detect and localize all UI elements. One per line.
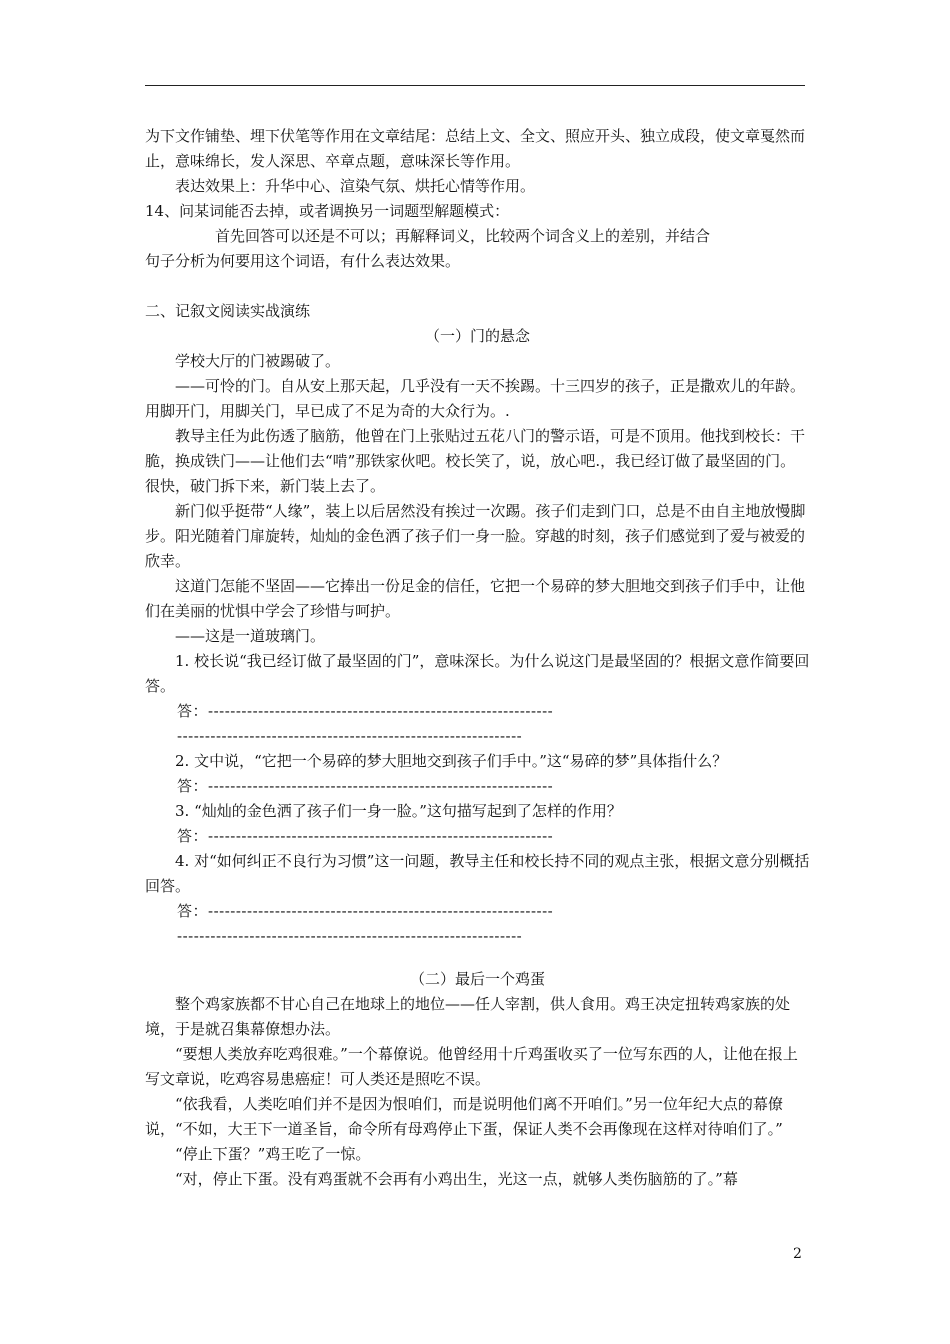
paragraph: 教导主任为此伤透了脑筋，他曾在门上张贴过五花八门的警示语，可是不顶用。他找到校长：干脆，换成铁门——让他们去“啃”那铁家伙吧。校长笑了，说，放心吧.，我已经订做了最坚固的门。很快，破门拆下来，新门装上去了。 [145,427,806,495]
paragraph: ——这是一道玻璃门。 [175,627,326,645]
question: 4. 对“如何纠正不良行为习惯”这一问题，教导主任和校长持不同的观点主张，根据文意分别概括回答。 [145,852,810,895]
question: 2. 文中说，“它把一个易碎的梦大胆地交到孩子们手中。”这“易碎的梦”具体指什么？ [175,752,728,770]
paragraph: 学校大厅的门被踢破了。 [175,352,341,370]
page-number: 2 [793,1246,802,1262]
answer-line[interactable]: 答：-------------------------------------------------------------- [177,702,554,720]
story-title: （一）门的悬念 [424,327,530,345]
paragraph: 表达效果上：升华中心、渲染气氛、烘托心情等作用。 [175,177,536,195]
paragraph: 为下文作铺垫、埋下伏笔等作用在文章结尾：总结上文、全文、照应开头、独立成段，使文章戛然而止，意味绵长，发人深思、卒章点题，意味深长等作用。 [145,127,806,170]
header-rule [145,85,805,86]
paragraph: “对，停止下蛋。没有鸡蛋就不会再有小鸡出生，光这一点，就够人类伤脑筋的了。”幕 [175,1170,738,1188]
paragraph: “依我看，人类吃咱们并不是因为恨咱们，而是说明他们离不开咱们。”另一位年纪大点的幕僚说，“不如，大王下一道圣旨，命令所有母鸡停止下蛋，保证人类不会再像现在这样对待咱们了。” [145,1095,783,1138]
paragraph: 首先回答可以还是不可以；再解释词义，比较两个词含义上的差别，并结合 [215,227,711,245]
answer-line[interactable]: -------------------------------------------------------------- [177,927,523,945]
item-14-title: 14、问某词能否去掉，或者调换另一词题型解题模式： [145,202,510,220]
question: 3. “灿灿的金色洒了孩子们一身一脸。”这句描写起到了怎样的作用？ [175,802,622,820]
paragraph: “停止下蛋？”鸡王吃了一惊。 [175,1145,371,1163]
document-body [145,124,810,1192]
paragraph: “要想人类放弃吃鸡很难。”一个幕僚说。他曾经用十斤鸡蛋收买了一位写东西的人，让他在报上写文章说，吃鸡容易患癌症！可人类还是照吃不误。 [145,1045,798,1088]
answer-line[interactable]: -------------------------------------------------------------- [177,727,523,745]
answer-line[interactable]: 答：-------------------------------------------------------------- [177,777,554,795]
paragraph: 整个鸡家族都不甘心自己在地球上的地位——任人宰割，供人食用。鸡王决定扭转鸡家族的处境，于是就召集幕僚想办法。 [145,995,791,1038]
section-heading: 二、记叙文阅读实战演练 [145,302,311,320]
paragraph: ——可怜的门。自从安上那天起，几乎没有一天不挨踢。十三四岁的孩子，正是撒欢儿的年龄。用脚开门，用脚关门，早已成了不足为奇的大众行为。. [145,377,806,420]
story-title: （二）最后一个鸡蛋 [409,970,545,988]
paragraph: 句子分析为何要用这个词语，有什么表达效果。 [145,252,461,270]
question: 1. 校长说“我已经订做了最坚固的门”，意味深长。为什么说这门是最坚固的？根据文意作简要回答。 [145,652,810,695]
paragraph: 这道门怎能不坚固——它捧出一份足金的信任，它把一个易碎的梦大胆地交到孩子们手中，让他们在美丽的忧惧中学会了珍惜与呵护。 [145,577,806,620]
answer-line[interactable]: 答：-------------------------------------------------------------- [177,827,554,845]
paragraph: 新门似乎挺带“人缘”，装上以后居然没有挨过一次踢。孩子们走到门口，总是不由自主地放慢脚步。阳光随着门扉旋转，灿灿的金色洒了孩子们一身一脸。穿越的时刻，孩子们感觉到了爱与被爱的欣幸。 [145,502,806,570]
answer-line[interactable]: 答：-------------------------------------------------------------- [177,902,554,920]
